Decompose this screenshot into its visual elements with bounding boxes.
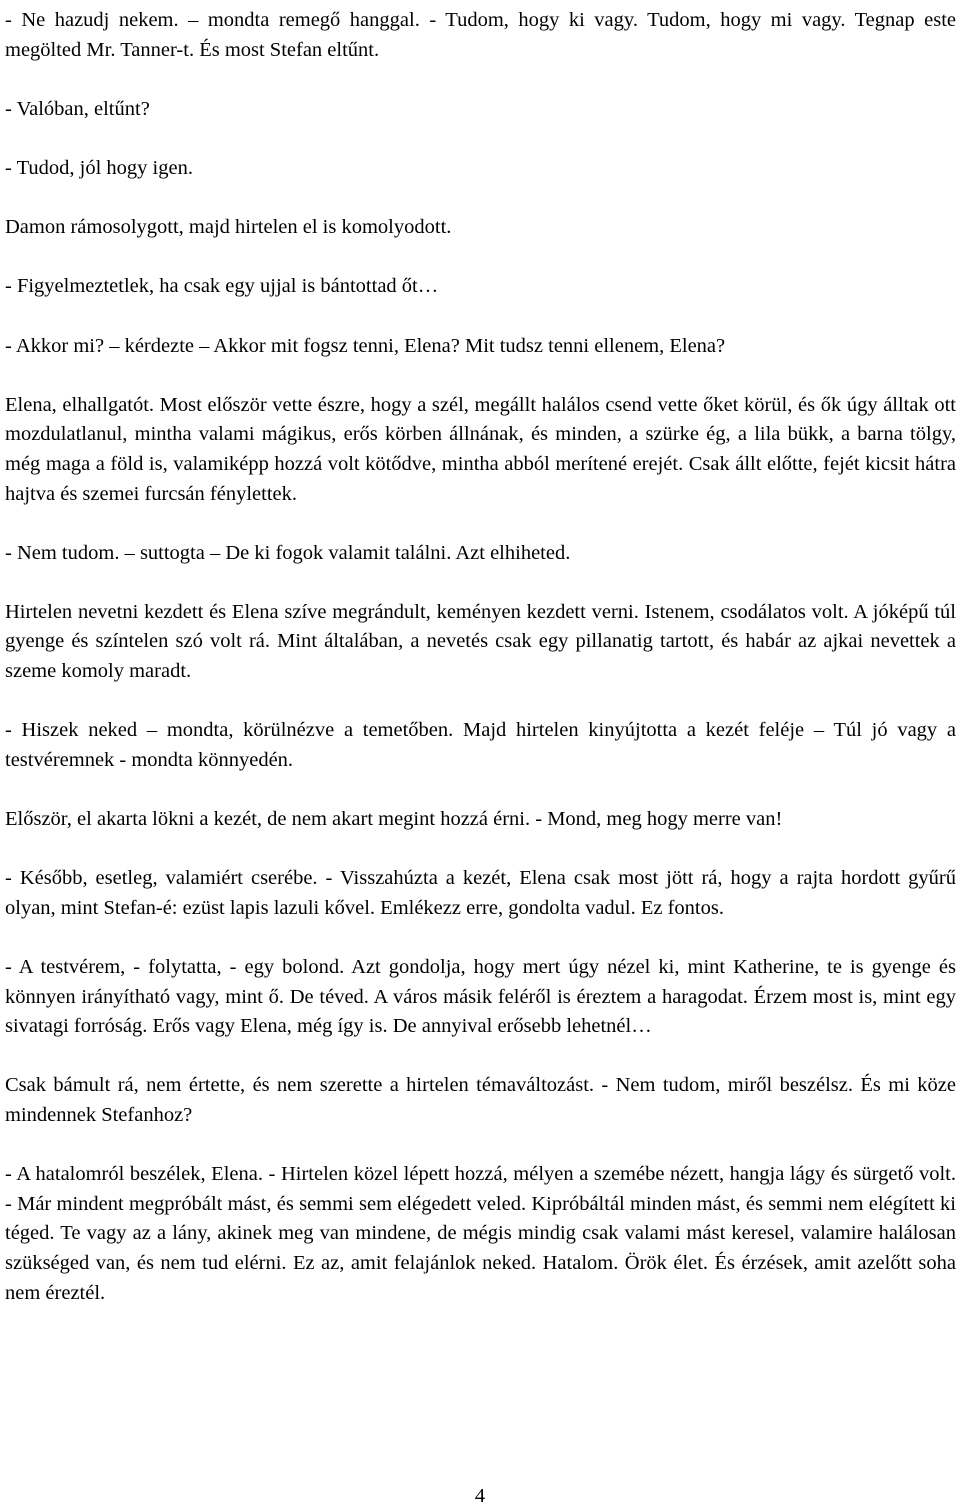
paragraph-4: Damon rámosolygott, majd hirtelen el is komolyodott. (5, 216, 452, 239)
paragraph-10: - Hiszek neked – mondta, körülnézve a temetőben. Majd hirtelen kinyújtotta a kezét feléje – Túl jó vagy a testvéremnek - mondta könnyedén. (5, 719, 956, 771)
paragraph-6: - Akkor mi? – kérdezte – Akkor mit fogsz tenni, Elena? Mit tudsz tenni ellenem, Elena? (5, 334, 726, 357)
paragraph-11: Először, el akarta lökni a kezét, de nem akart megint hozzá érni. - Mond, meg hogy merre van! (5, 808, 783, 831)
paragraph-15: - A hatalomról beszélek, Elena. - Hirtelen közel lépett hozzá, mélyen a szemébe nézett, hangja lágy és sürgető volt. - Már mindent megpróbált mást, és semmi sem elégedett veled. Kipróbáltál minden mást, és semmi nem elégített ki téged. Te vagy az a lány, akinek meg van mindene, de mégis mindig csak valami mást keresel, valamire halálosan szükséged van, és nem tud elérni. Ez az, amit felajánlok neked. Hatalom. Örök élet. És érzések, amit azelőtt soha nem éreztél. (5, 1163, 956, 1304)
paragraph-1: - Ne hazudj nekem. – mondta remegő hanggal. - Tudom, hogy ki vagy. Tudom, hogy mi vagy. Tegnap este megölted Mr. Tanner-t. És most Stefan eltűnt. (5, 9, 956, 61)
paragraph-13: - A testvérem, - folytatta, - egy bolond. Azt gondolja, hogy mert úgy nézel ki, mint Katherine, te is gyenge és könnyen irányítható vagy, mint ő. De téved. A város másik feléről is éreztem a haragodat. Érzem most is, mint egy sivatagi forróság. Erős vagy Elena, még így is. De annyival erősebb lehetnél… (5, 956, 956, 1038)
paragraph-12: - Később, esetleg, valamiért cserébe. - Visszahúzta a kezét, Elena csak most jött rá, hogy a rajta hordott gyűrű olyan, mint Stefan-é: ezüst lapis lazuli kővel. Emlékezz erre, gondolta vadul. Ez fontos. (5, 867, 956, 919)
page-number: 4 (474, 1485, 486, 1507)
paragraph-9: Hirtelen nevetni kezdett és Elena szíve megrándult, keményen kezdett verni. Istenem, csodálatos volt. A jóképű túl gyenge és színtelen szó volt rá. Mint általában, a nevetés csak egy pillanatig tartott, és habár az ajkai nevettek a szeme komoly maradt. (5, 600, 956, 683)
paragraph-5: - Figyelmeztetlek, ha csak egy ujjal is bántottad őt… (5, 275, 439, 298)
document-page (5, 6, 956, 1308)
paragraph-3: - Tudod, jól hogy igen. (5, 156, 193, 179)
paragraph-8: - Nem tudom. – suttogta – De ki fogok valamit találni. Azt elhiheted. (5, 541, 571, 564)
paragraph-7: Elena, elhallgatót. Most először vette észre, hogy a szél, megállt halálos csend vette őket körül, és ők úgy álltak ott mozdulatlanul, mintha valami mágikus, erős körben állnának, és minden, a szürke ég, a lila bükk, a barna tölgy, még maga a föld is, valamiképp hozzá volt kötődve, mintha abból merítené erejét. Csak állt előtte, fejét kicsit hátra hajtva és szemei furcsán fénylettek. (5, 393, 956, 505)
paragraph-14: Csak bámult rá, nem értette, és nem szerette a hirtelen témaváltozást. - Nem tudom, miről beszélsz. És mi köze mindennek Stefanhoz? (5, 1074, 956, 1126)
paragraph-2: - Valóban, eltűnt? (5, 97, 150, 120)
